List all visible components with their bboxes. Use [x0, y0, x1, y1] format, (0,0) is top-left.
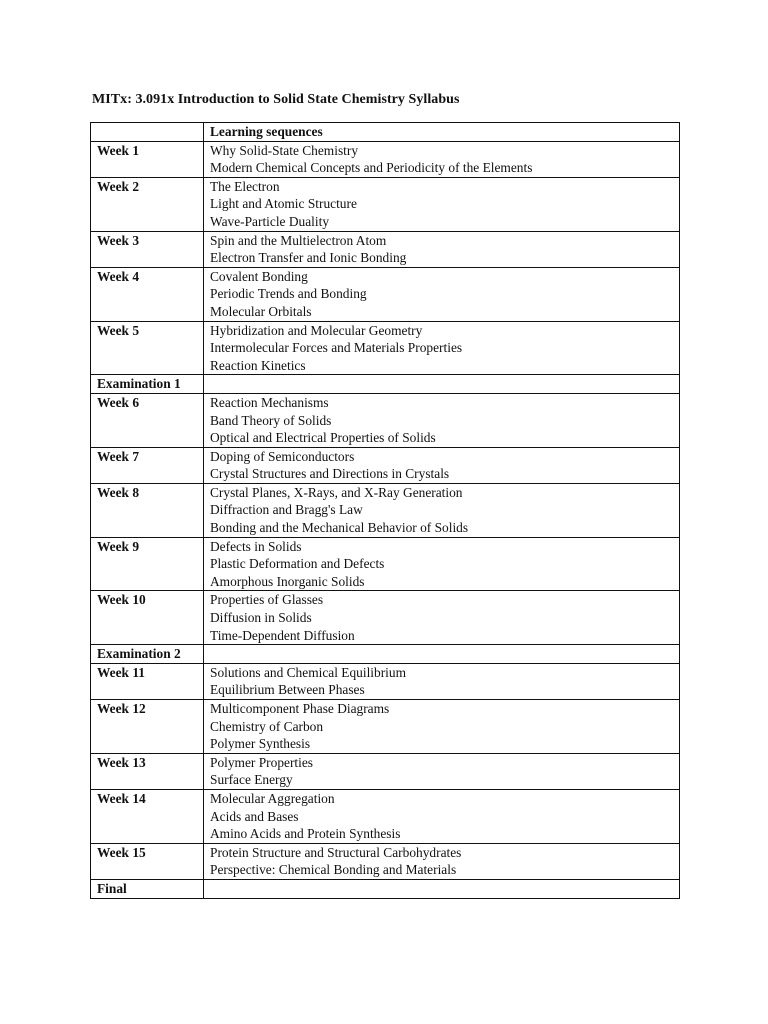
topics-cell: [204, 879, 680, 898]
learning-sequence-item: Reaction Kinetics: [210, 357, 306, 373]
period-cell: Examination 2: [91, 645, 204, 664]
learning-sequence-item: Equilibrium Between Phases: [210, 682, 365, 698]
table-row: [91, 447, 680, 483]
period-cell: Week 6: [91, 393, 204, 447]
topics-cell: [204, 483, 680, 537]
table-row: [91, 393, 680, 447]
table-row: [91, 537, 680, 591]
topics-cell: [204, 141, 680, 177]
learning-sequence-item: Modern Chemical Concepts and Periodicity of the Elements: [210, 160, 533, 176]
table-row: [91, 843, 680, 879]
table-row: [91, 231, 680, 267]
period-cell: Week 12: [91, 700, 204, 754]
topics-cell: [204, 321, 680, 375]
table-row: [91, 700, 680, 754]
learning-sequence-item: Properties of Glasses: [210, 592, 324, 608]
learning-sequence-item: Periodic Trends and Bonding: [210, 286, 367, 302]
learning-sequence-item: Plastic Deformation and Defects: [210, 556, 385, 572]
topics-cell: [204, 789, 680, 843]
topics-cell: [204, 843, 680, 879]
topics-cell: [204, 645, 680, 664]
period-cell: Week 13: [91, 753, 204, 789]
period-cell: Week 4: [91, 267, 204, 321]
period-cell: Week 2: [91, 177, 204, 231]
period-cell: Week 11: [91, 663, 204, 699]
topics-cell: [204, 753, 680, 789]
topics-cell: [204, 375, 680, 394]
period-cell: Final: [91, 879, 204, 898]
topics-cell: [204, 393, 680, 447]
table-row: [91, 267, 680, 321]
learning-sequence-item: Crystal Planes, X-Rays, and X-Ray Generation: [210, 484, 463, 500]
learning-sequence-item: Optical and Electrical Properties of Solids: [210, 430, 436, 446]
learning-sequence-item: Perspective: Chemical Bonding and Materials: [210, 862, 457, 878]
table-header-row: [91, 123, 680, 142]
table-row: [91, 663, 680, 699]
topics-cell: [204, 447, 680, 483]
learning-sequence-item: Wave-Particle Duality: [210, 213, 330, 229]
learning-sequence-item: Surface Energy: [210, 772, 293, 788]
period-cell: Week 10: [91, 591, 204, 645]
topics-cell: [204, 537, 680, 591]
empty-topic-line: [210, 645, 679, 663]
learning-sequence-item: Amorphous Inorganic Solids: [210, 573, 365, 589]
period-cell: Week 15: [91, 843, 204, 879]
learning-sequence-item: Covalent Bonding: [210, 268, 308, 284]
topics-cell: [204, 663, 680, 699]
syllabus-table-body: [91, 123, 680, 899]
table-row: [91, 591, 680, 645]
period-cell: Week 8: [91, 483, 204, 537]
learning-sequence-item: Intermolecular Forces and Materials Properties: [210, 340, 463, 356]
period-cell: Week 3: [91, 231, 204, 267]
table-row: [91, 879, 680, 898]
learning-sequence-item: Reaction Mechanisms: [210, 394, 329, 410]
topics-cell: [204, 177, 680, 231]
syllabus-table: [90, 122, 680, 899]
learning-sequence-item: Time-Dependent Diffusion: [210, 627, 355, 643]
period-cell: Week 7: [91, 447, 204, 483]
empty-topic-line: [210, 375, 679, 393]
header-learning-sequences-cell: Learning sequences: [204, 123, 680, 142]
learning-sequence-item: Protein Structure and Structural Carbohydrates: [210, 844, 462, 860]
table-row: [91, 753, 680, 789]
header-period-cell: [91, 123, 204, 142]
table-row: [91, 177, 680, 231]
learning-sequence-item: Solutions and Chemical Equilibrium: [210, 664, 407, 680]
learning-sequence-item: Diffusion in Solids: [210, 610, 312, 626]
topics-cell: [204, 591, 680, 645]
learning-sequence-item: Amino Acids and Protein Synthesis: [210, 826, 401, 842]
learning-sequence-item: Molecular Aggregation: [210, 790, 335, 806]
period-cell: Week 9: [91, 537, 204, 591]
topics-cell: [204, 267, 680, 321]
learning-sequence-item: Hybridization and Molecular Geometry: [210, 322, 423, 338]
learning-sequence-item: Light and Atomic Structure: [210, 196, 357, 212]
topics-cell: [204, 231, 680, 267]
learning-sequence-item: Acids and Bases: [210, 808, 299, 824]
learning-sequence-item: Chemistry of Carbon: [210, 718, 324, 734]
topics-cell: [204, 700, 680, 754]
learning-sequence-item: Bonding and the Mechanical Behavior of Solids: [210, 520, 469, 536]
table-row: [91, 645, 680, 664]
document-title: MITx: 3.091x Introduction to Solid State Chemistry Syllabus: [92, 92, 460, 107]
table-row: [91, 483, 680, 537]
learning-sequence-item: Defects in Solids: [210, 538, 302, 554]
learning-sequence-item: Molecular Orbitals: [210, 303, 312, 319]
learning-sequence-item: Why Solid-State Chemistry: [210, 142, 359, 158]
table-row: [91, 141, 680, 177]
table-row: [91, 375, 680, 394]
table-row: [91, 789, 680, 843]
period-cell: Week 1: [91, 141, 204, 177]
learning-sequence-item: Spin and the Multielectron Atom: [210, 232, 387, 248]
learning-sequence-item: Polymer Synthesis: [210, 736, 311, 752]
learning-sequence-item: Band Theory of Solids: [210, 412, 332, 428]
learning-sequence-item: Crystal Structures and Directions in Crystals: [210, 466, 450, 482]
learning-sequence-item: The Electron: [210, 178, 280, 194]
table-row: [91, 321, 680, 375]
period-cell: Week 5: [91, 321, 204, 375]
learning-sequence-item: Polymer Properties: [210, 754, 314, 770]
period-cell: Week 14: [91, 789, 204, 843]
learning-sequence-item: Electron Transfer and Ionic Bonding: [210, 250, 407, 266]
empty-topic-line: [210, 880, 679, 898]
period-cell: Examination 1: [91, 375, 204, 394]
learning-sequence-item: Diffraction and Bragg's Law: [210, 502, 363, 518]
learning-sequence-item: Doping of Semiconductors: [210, 448, 355, 464]
learning-sequence-item: Multicomponent Phase Diagrams: [210, 701, 390, 716]
